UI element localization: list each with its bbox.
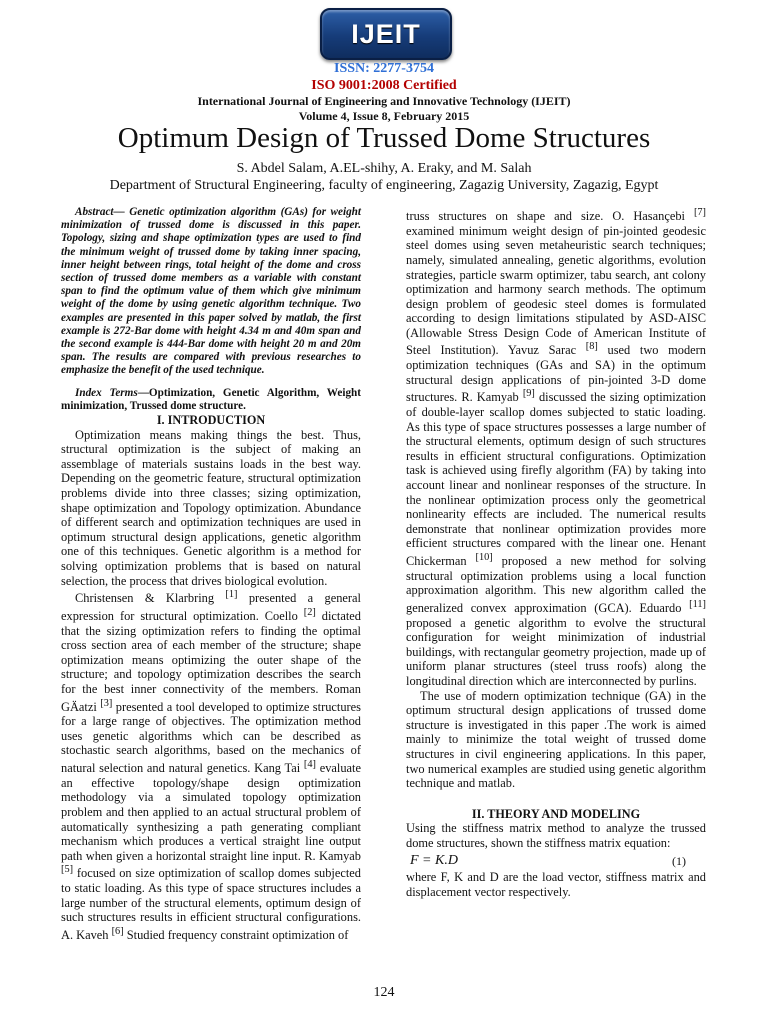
journal-volume: Volume 4, Issue 8, February 2015 [298,109,470,123]
paragraph-text: evaluate an effective topology/shape design optimization methodology via a simulated topology optimization problem and then applied to an actual structural problem of automatically synthesizing a path generating compliant mechanism which produces a vertical straight line output path when given a horizontal straight line input. R. Kamyab [61,761,361,863]
right-column [406,206,706,899]
index-terms-label: Index Terms [75,386,138,399]
journal-name: International Journal of Engineering and Innovative Technology (IJEIT) [197,94,571,108]
equation-1 [406,854,706,869]
citation-ref: [6] [111,925,124,937]
paragraph-text: proposed a new method for solving structural optimization problems using a local function approximation algorithm. This new algorithm called the generalized convex approximation (GCA). Eduardo [406,554,706,616]
paragraph-text: Studied frequency constraint optimization of [123,927,349,942]
intro-paragraph-1: Optimization means making things the best. Thus, structural optimization is the subject of making an assemblage of materials sustains loads in the best way. Depending on the geometric feature, structural optimization problems divide into three classes; sizing optimization, shape optimization and Topology optimization. Abundance of different search and optimization techniques are used in optimum structural design applications, genetic algorithm one of this techniques. Genetic algorithm is a method for solving optimization problems that is based on natural selection, the process that drives biological evolution. [61,427,361,588]
section-heading-introduction: I. INTRODUCTION [156,413,266,428]
abstract-label: Abstract— [75,206,125,218]
paragraph-text: presented a general expression for structural optimization. Coello [61,591,361,624]
citation-ref: [2] [303,606,316,618]
equation-number: (1) [672,853,686,868]
paragraph-text: dictated that the sizing optimization refers to finding the optimal cross section area of each member of the structure; shape optimization means optimizing the outer shape of the structure; and topology optimization describes the search for the best inner connectivity of the members. Roman GÄatzi [61,609,361,714]
index-terms [61,387,361,413]
intro-paragraph-2 [61,588,361,942]
issn: ISSN: 2277-3754 [334,61,434,76]
theory-paragraph-1: Using the stiffness matrix method to analyze the trussed dome structures, shown the stiffness matrix equation: [406,821,706,850]
theory-paragraph-2: where F, K and D are the load vector, stiffness matrix and displacement vector respectively. [406,870,706,899]
iso-certification: ISO 9001:2008 Certified [311,78,457,93]
citation-ref: [10] [475,552,493,564]
abstract-text: Genetic optimization algorithm (GAs) for weight minimization of trussed dome is discussed in this paper. Topology, sizing and shape optimization types are used to find the minimum weight of trussed dome by taking inner spacing, inner height between rings, total height of the dome and cross section of trussed dome members as a variable with constant span to find the optimum value of them which give minimum weight of the dome by using genetic algorithm technique. Two examples are presented in this paper solved by matlab, the first example is 272-Bar dome with height 4.34 m and 40m span and the second example is 444-Bar dome with height 20 m and 20m span. The results are compared with previous researches to emphasize the benefit of the used technique. [61,206,361,377]
paragraph-text: focused on size optimization of scallop domes subjected to static loading. As this type of space structures includes a large number of the structural elements, optimum design of such structures results in efficient structural configurations. A. Kaveh [61,866,361,942]
paragraph-text: examined minimum weight design of pin-jointed geodesic steel domes using seven metaheuristic search techniques; namely, simulated annealing, genetic algorithms, evolution strategies, particle swarm optimizer, tabu search, ant colony optimization and harmony search methods. The optimum design problem of geodesic steel domes is formulated according to design limitations stipulated by ASD-AISC (Allowable Stress Design Code of American Institute of Steel Institution). Yavuz Sarac [406,223,706,358]
citation-ref: [7] [693,207,706,218]
citation-ref: [5] [61,864,74,876]
citation-ref: [3] [100,697,113,709]
citation-ref: [9] [522,388,535,400]
paper-title: Optimum Design of Trussed Dome Structures [117,122,651,154]
left-column [61,206,361,943]
paper-affiliation: Department of Structural Engineering, faculty of engineering, Zagazig University, Zagazig, Egypt [109,178,659,193]
page-number: 124 [373,985,395,1000]
paragraph-text: presented a tool developed to optimize structures for a large range of objectives. The optimization method uses genetic algorithms which can be described as stochastic search algorithms, based on the mechanics of natural selection and natural genetics. Kang Tai [61,699,361,776]
paragraph-text: used two modern optimization techniques (GAs and SA) in the optimum structural design applications of pin-jointed 3-D dome structures. R. Kamyab [406,343,706,405]
abstract [61,206,361,378]
intro-continued-paragraph [406,206,706,689]
paragraph-text: truss structures on shape and size. O. Hasançebi [406,209,685,224]
paragraph-text: Christensen & Klarbring [75,591,215,606]
citation-ref: [11] [689,598,706,610]
citation-ref: [8] [585,341,598,353]
equation-formula: F = K.D [410,852,458,868]
citation-ref: [4] [303,759,316,771]
journal-logo [320,8,452,60]
paragraph-text: proposed a genetic algorithm to evolve the structural configuration for weight minimization of industrial buildings, with rectangular geometry projection, made up of uniform planar structures (steel truss roofs) along the longitudinal direction which are interconnected by purlins. [406,615,706,689]
citation-ref: [1] [225,589,238,601]
logo-text: IJEIT [351,18,421,49]
paragraph-text: discussed the sizing optimization of double-layer scallop domes subjected to static loading. As this type of space structures possesses a large number of the structural elements, optimum design of such structures results in efficient structural configurations. Optimization task is achieved using firefly algorithm (FA) by taking into account linear and nonlinear responses of the structure. In the nonlinear optimization process only the geometrical nonlinearity effects are included. The numerical results demonstrate that nonlinear optimization provides more efficient structures compared with the linear one. Henant Chickerman [406,390,706,569]
section-heading-theory: II. THEORY AND MODELING [471,806,641,821]
index-terms-text: —Optimization, Genetic Algorithm, Weight minimization, Trussed dome structure. [61,386,361,412]
intro-paragraph-aim: The use of modern optimization technique (GA) in the optimum structural design applications of trussed dome structure is investigated in this paper .The work is aimed mainly to minimize the total weight of trussed dome structures in civil engineering applications. In this paper, two numerical examples are studied using genetic algorithm technique and matlab. [406,688,706,791]
paper-authors: S. Abdel Salam, A.EL-shihy, A. Eraky, and M. Salah [236,161,532,176]
